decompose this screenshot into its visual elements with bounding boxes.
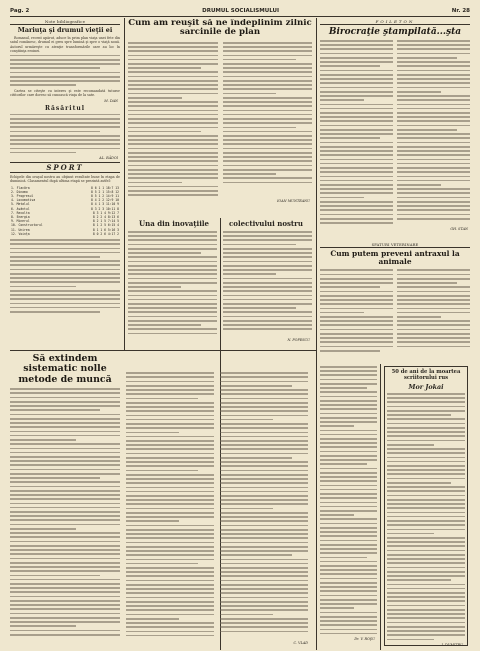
column-rule xyxy=(380,364,381,650)
team-stats: 8 2 2 4 8:13 6 xyxy=(92,215,119,220)
article-title: Răsăritul xyxy=(45,104,85,112)
sub-article-title: Una din inovaţiile xyxy=(139,219,209,228)
team-name: 12. Voinţa xyxy=(11,231,30,236)
team-name: 10. Constructorul xyxy=(11,223,43,228)
team-stats: 8 3 2 3 10:11 8 xyxy=(91,206,119,211)
team-stats: 8 6 1 1 18:7 13 xyxy=(91,185,119,190)
article-title: Să extindem sistematic nolle metode de muncă xyxy=(18,354,112,385)
issue-number: Nr. 28 xyxy=(451,8,470,14)
paragraph: Cartea se citeşte cu interes şi este recomandată tuturor cititorilor care doresc să cunoască viaţa de la sate. xyxy=(10,88,120,97)
text-block xyxy=(128,231,217,337)
team-name: 3. Progresul xyxy=(11,194,34,198)
bottom-article-headline-cell xyxy=(10,354,120,385)
byline: IOAN MUNTEANU xyxy=(277,199,310,204)
team-stats: 8 4 1 3 11:10 9 xyxy=(91,202,119,207)
veterinary-advice-continued xyxy=(320,366,377,650)
standings-table xyxy=(10,186,120,236)
team-stats: 8 2 1 5 7:14 5 xyxy=(92,219,119,224)
text-block xyxy=(10,239,120,313)
team-stats: 8 1 2 5 6:15 4 xyxy=(92,223,119,228)
article-title: Mariuţa şi drumul vieţii ei xyxy=(17,26,113,34)
bottom-article xyxy=(10,354,312,648)
anniversary-box xyxy=(384,366,468,646)
column-rule xyxy=(124,18,125,350)
article-title: Birocraţie ştampilată...şta xyxy=(328,27,462,37)
text-block xyxy=(320,269,393,354)
team-name: 1. Flacăra xyxy=(11,185,30,190)
text-block xyxy=(320,40,393,226)
text-block xyxy=(223,42,313,199)
text-block xyxy=(220,372,308,639)
byline: GH. STAN xyxy=(450,227,468,232)
team-name: 6. Avântul xyxy=(11,206,30,211)
table-row xyxy=(10,232,120,236)
article-title: Cum am reuşit să ne îndeplinim zilnic sarcinile de plan xyxy=(128,19,312,38)
text-block xyxy=(10,114,120,154)
feuilleton xyxy=(320,19,470,239)
column-left xyxy=(10,19,120,349)
team-name: 9. Minerul xyxy=(11,219,30,224)
veterinary-advice xyxy=(320,243,470,363)
text-block xyxy=(10,388,120,639)
text-block xyxy=(128,42,218,199)
sport-intro: Echipele din oraşul nostru au obţinut rezultate bune în etapa de duminică. Clasamentul după ultima etapă se prezintă astfel: xyxy=(10,175,120,184)
team-name: 11. Unirea xyxy=(11,227,30,232)
article-body xyxy=(10,388,312,639)
masthead: DRUMUL SOCIALISMULUI xyxy=(202,8,280,14)
byline: M. DAN xyxy=(104,98,118,103)
team-name: 4. Locomotiva xyxy=(11,198,36,203)
section-rubric: Note bibliografice xyxy=(10,19,120,25)
team-name: 5. Metalul xyxy=(11,202,30,207)
section-rubric: SFATURI VETERINARE xyxy=(320,243,470,248)
sub-article xyxy=(128,219,312,349)
team-stats: 8 0 2 6 4:17 2 xyxy=(92,231,119,236)
byline: C. VLAD xyxy=(293,641,308,645)
team-name: 7. Recolta xyxy=(11,210,30,215)
byline: N. POPESCU xyxy=(287,337,310,342)
team-stats: 8 5 2 1 15:8 12 xyxy=(91,189,119,194)
byline: Dr. V. ROŞU xyxy=(354,637,375,641)
page-header xyxy=(10,6,470,17)
text-block xyxy=(223,231,312,337)
page-number: Pag. 2 xyxy=(10,8,30,14)
team-stats: 8 5 1 2 14:9 11 xyxy=(91,194,119,198)
writer-name: Mor Jokai xyxy=(408,383,444,391)
column-rule xyxy=(316,18,317,650)
main-article xyxy=(128,19,312,215)
article-title: Cum putem preveni antraxul la animale xyxy=(330,249,460,267)
section-rubric: FOILETON xyxy=(320,19,470,25)
text-block xyxy=(320,366,377,634)
team-stats: 8 4 2 2 12:9 10 xyxy=(91,198,119,203)
section-rule xyxy=(10,350,316,351)
article-body xyxy=(320,40,470,226)
article-body xyxy=(320,269,470,354)
paragraph: Romanul, recent apărut, aduce în prim plan viaţa unei fete din satul românesc, drumul ei greu spre lumină şi spre o viaţă nouă. Autorul urmăreşte cu atenţie transformările care au loc în conştiinţa eroinei. xyxy=(10,36,120,53)
text-block xyxy=(126,372,214,639)
sub-article-body xyxy=(128,231,312,337)
text-block xyxy=(10,55,120,86)
sub-article-title-row xyxy=(128,219,312,228)
text-block xyxy=(397,40,470,226)
team-stats: 8 3 1 4 9:12 7 xyxy=(92,210,119,215)
sub-article-title: colectivului nostru xyxy=(229,219,303,228)
box-title: 50 de ani de la moartea scriitorului rus xyxy=(391,369,461,381)
team-name: 2. Dinamo xyxy=(11,189,28,194)
text-block xyxy=(397,269,470,354)
article-body xyxy=(128,42,312,199)
text-block xyxy=(387,393,465,640)
sport-heading: SPORT xyxy=(10,162,120,173)
byline: I. DUMITRU xyxy=(441,642,463,646)
article-body xyxy=(10,36,120,97)
team-stats: 8 1 1 6 5:16 3 xyxy=(92,227,119,232)
team-name: 8. Energia xyxy=(11,215,30,220)
byline: AL. RĂDOI xyxy=(99,156,118,160)
